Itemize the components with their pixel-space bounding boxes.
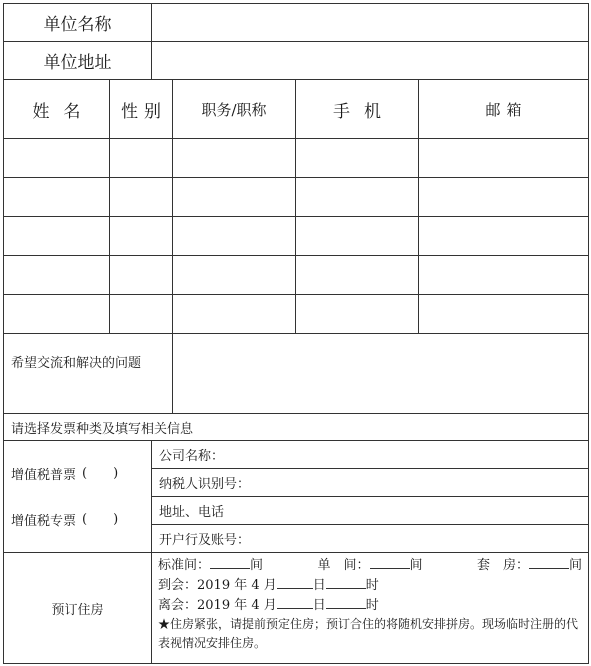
blank-line [529, 555, 569, 569]
room-unit: 间 [250, 558, 264, 573]
hour-unit: 时 [365, 598, 379, 613]
unit-address-field[interactable] [152, 42, 589, 80]
topics-label: 希望交流和解决的问题 [4, 334, 173, 414]
blank-line [326, 595, 366, 609]
attendee-row [4, 139, 589, 178]
header-email: 邮箱 [419, 80, 589, 139]
attendee-email-cell[interactable] [419, 217, 589, 256]
blank-line [277, 595, 313, 609]
invoice-field-bank[interactable]: 开户行及账号： [152, 525, 589, 553]
booking-cell [152, 553, 589, 664]
attendee-gender-cell[interactable] [110, 217, 173, 256]
blank-line [326, 575, 366, 589]
suite-room-field[interactable] [477, 555, 582, 575]
attendee-title-cell[interactable] [173, 217, 296, 256]
unit-address-label: 单位地址 [4, 42, 152, 80]
attendee-gender-cell[interactable] [110, 139, 173, 178]
suite-room-label: 套 房： [476, 558, 529, 573]
day-unit: 日 [312, 598, 326, 613]
attendee-row [4, 178, 589, 217]
single-room-label: 单 间： [317, 558, 370, 573]
departure-line[interactable] [158, 595, 582, 615]
blank-line [370, 555, 410, 569]
attendee-name-cell[interactable] [4, 295, 110, 334]
invoice-type-regular[interactable] [4, 463, 151, 485]
arrival-year-month: 2019 年 4 月 [197, 578, 277, 593]
attendee-title-cell[interactable] [173, 178, 296, 217]
blank-line [277, 575, 313, 589]
unit-name-label: 单位名称 [4, 4, 152, 42]
attendee-name-cell[interactable] [4, 178, 110, 217]
header-title: 职务/职称 [173, 80, 296, 139]
invoice-type-special[interactable] [4, 509, 151, 531]
invoice-type-cell [4, 441, 152, 553]
invoice-field-address-phone[interactable]: 地址、电话 [152, 497, 589, 525]
invoice-instruction: 请选择发票种类及填写相关信息 [4, 414, 589, 441]
registration-form [3, 3, 589, 664]
attendee-gender-cell[interactable] [110, 256, 173, 295]
invoice-field-company[interactable]: 公司名称： [152, 441, 589, 469]
header-name: 姓名 [4, 80, 110, 139]
attendee-mobile-cell[interactable] [296, 217, 419, 256]
room-unit: 间 [409, 558, 423, 573]
hour-unit: 时 [365, 578, 379, 593]
unit-name-field[interactable] [152, 4, 589, 42]
attendee-row [4, 256, 589, 295]
booking-label: 预订住房 [4, 553, 152, 664]
attendee-gender-cell[interactable] [110, 295, 173, 334]
paren-close: ) [113, 466, 119, 481]
paren-close: ) [113, 512, 119, 527]
attendee-name-cell[interactable] [4, 139, 110, 178]
day-unit: 日 [312, 578, 326, 593]
topics-field[interactable] [173, 334, 589, 414]
attendee-name-cell[interactable] [4, 217, 110, 256]
blank-line [210, 555, 250, 569]
attendee-email-cell[interactable] [419, 256, 589, 295]
arrival-line[interactable] [158, 575, 582, 595]
paren-open: ( [82, 466, 88, 481]
standard-room-label: 标准间： [158, 558, 211, 573]
arrival-label: 到会： [158, 578, 198, 593]
attendee-gender-cell[interactable] [110, 178, 173, 217]
attendee-name-cell[interactable] [4, 256, 110, 295]
booking-notice: ★住房紧张，请提前预定住房；预订合住的将随机安排拼房。现场临时注册的代表视情况安排住房。 [158, 617, 579, 650]
attendee-email-cell[interactable] [419, 295, 589, 334]
attendee-row [4, 295, 589, 334]
attendee-title-cell[interactable] [173, 256, 296, 295]
attendee-mobile-cell[interactable] [296, 256, 419, 295]
attendee-row [4, 217, 589, 256]
single-room-field[interactable] [317, 555, 422, 575]
standard-room-field[interactable] [158, 555, 263, 575]
attendee-mobile-cell[interactable] [296, 295, 419, 334]
room-types-line [158, 555, 582, 575]
attendee-email-cell[interactable] [419, 139, 589, 178]
invoice-type-special-label: 增值税专票 [11, 514, 77, 529]
departure-label: 离会： [158, 598, 198, 613]
invoice-type-regular-label: 增值税普票 [11, 468, 77, 483]
attendee-mobile-cell[interactable] [296, 178, 419, 217]
attendee-title-cell[interactable] [173, 295, 296, 334]
attendee-mobile-cell[interactable] [296, 139, 419, 178]
invoice-field-taxid[interactable]: 纳税人识别号： [152, 469, 589, 497]
attendee-email-cell[interactable] [419, 178, 589, 217]
departure-year-month: 2019 年 4 月 [197, 598, 277, 613]
room-unit: 间 [568, 558, 582, 573]
header-gender: 性别 [110, 80, 173, 139]
paren-open: ( [82, 512, 88, 527]
header-mobile: 手机 [296, 80, 419, 139]
attendee-title-cell[interactable] [173, 139, 296, 178]
